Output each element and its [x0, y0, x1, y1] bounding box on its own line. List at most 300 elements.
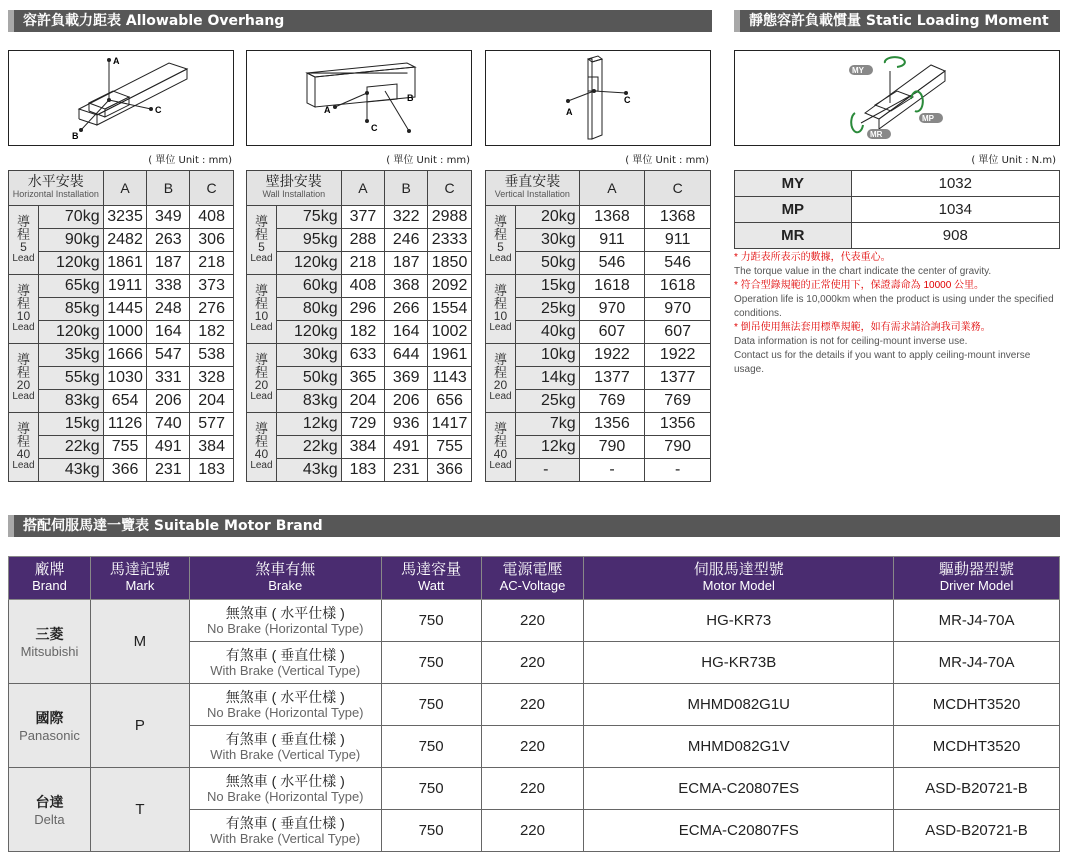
value-cell: 218: [190, 252, 234, 275]
brake-en: No Brake (Horizontal Type): [191, 705, 380, 720]
table-row: [486, 206, 711, 229]
value-cell: 644: [385, 344, 428, 367]
load-cell: 22kg: [38, 436, 103, 459]
horizontal-head-cn: 水平安裝: [28, 173, 84, 189]
table-row: [247, 321, 472, 344]
lead-label: 程: [486, 435, 515, 448]
brand-cell: 三菱 Mitsubishi: [9, 600, 91, 684]
lead-label: 程: [9, 297, 38, 310]
wall-head: [247, 171, 342, 206]
motor-header-row: [9, 557, 1060, 600]
lead-label: 程: [247, 366, 276, 379]
value-cell: 755: [428, 436, 472, 459]
load-cell: -: [515, 459, 579, 482]
moment-key: MR: [735, 223, 852, 249]
lead-value: 5: [497, 240, 504, 254]
load-cell: 50kg: [276, 367, 341, 390]
value-cell: 1356: [645, 413, 711, 436]
brake-cell: 有煞車 ( 垂直仕樣 ) With Brake (Vertical Type): [189, 726, 381, 768]
value-cell: 408: [190, 206, 234, 229]
lead-label: 導: [486, 215, 515, 228]
lead-label: 導: [486, 284, 515, 297]
motor-model-cell: ECMA-C20807FS: [584, 810, 894, 852]
table-row: [486, 344, 711, 367]
voltage-cell: 220: [481, 600, 584, 642]
value-cell: 231: [147, 459, 190, 482]
brake-cell: 有煞車 ( 垂直仕樣 ) With Brake (Vertical Type): [189, 642, 381, 684]
table-row: [247, 344, 472, 367]
load-cell: 120kg: [38, 321, 103, 344]
value-cell: 1417: [428, 413, 472, 436]
col-c: C: [190, 171, 234, 206]
value-cell: 248: [147, 298, 190, 321]
value-cell: 328: [190, 367, 234, 390]
value-cell: 182: [341, 321, 385, 344]
overhang-title: 容許負載力距表 Allowable Overhang: [23, 13, 284, 29]
value-cell: 338: [147, 275, 190, 298]
note-line: The torque value in the chart indicate the center of gravity.: [734, 265, 1060, 279]
value-cell: 365: [341, 367, 385, 390]
voltage-cell: 220: [481, 726, 584, 768]
voltage-cell: 220: [481, 768, 584, 810]
value-cell: 970: [579, 298, 645, 321]
value-cell: 1911: [103, 275, 147, 298]
col-b: B: [147, 171, 190, 206]
lead-value: 40: [17, 447, 30, 461]
lead-cell: [247, 275, 277, 344]
watt-cell: 750: [381, 768, 481, 810]
lead-value: 10: [494, 309, 507, 323]
value-cell: 1377: [645, 367, 711, 390]
value-cell: 546: [645, 252, 711, 275]
moment-key: MP: [735, 197, 852, 223]
value-cell: 547: [147, 344, 190, 367]
label-my: MY: [852, 66, 865, 75]
table-row: [9, 413, 234, 436]
lead-word: Lead: [9, 322, 38, 334]
moment-title: 靜態容許負載慣量 Static Loading Moment: [749, 13, 1049, 29]
value-cell: 369: [385, 367, 428, 390]
value-cell: 1002: [428, 321, 472, 344]
driver-model-cell: MCDHT3520: [894, 726, 1060, 768]
table-row: [486, 252, 711, 275]
table-row: [9, 459, 234, 482]
value-cell: 204: [341, 390, 385, 413]
label-a-vert: A: [566, 107, 573, 117]
value-cell: 246: [385, 229, 428, 252]
label-a-wall: A: [324, 105, 331, 115]
value-cell: 546: [579, 252, 645, 275]
note-line: * 符合型錄規範的正常使用下，保證壽命為 10000 公里。: [734, 279, 1060, 293]
moment-row-mp: [735, 197, 1060, 223]
value-cell: 164: [147, 321, 190, 344]
load-cell: 55kg: [38, 367, 103, 390]
lead-label: 程: [486, 228, 515, 241]
value-cell: 790: [645, 436, 711, 459]
unit-vertical: ( 單位 Unit : mm): [485, 151, 709, 166]
moment-value: 1034: [851, 197, 1059, 223]
brake-en: No Brake (Horizontal Type): [191, 621, 380, 636]
lead-label: 程: [486, 297, 515, 310]
table-row: [9, 436, 234, 459]
unit-horizontal: ( 單位 Unit : mm): [8, 151, 232, 166]
table-row: [9, 600, 1060, 642]
value-cell: 538: [190, 344, 234, 367]
table-row: [247, 298, 472, 321]
value-cell: 288: [341, 229, 385, 252]
moment-row-my: [735, 171, 1060, 197]
load-cell: 83kg: [276, 390, 341, 413]
table-row: [9, 684, 1060, 726]
moment-table: [734, 170, 1060, 249]
table-row: [9, 229, 234, 252]
value-cell: 970: [645, 298, 711, 321]
lead-cell: [486, 275, 516, 344]
motor-col-header-en: Brake: [191, 578, 380, 594]
lead-label: 導: [9, 215, 38, 228]
value-cell: 577: [190, 413, 234, 436]
brake-cell: 無煞車 ( 水平仕樣 ) No Brake (Horizontal Type): [189, 768, 381, 810]
lead-label: 程: [9, 366, 38, 379]
label-c-vert: C: [624, 95, 631, 105]
wall-head-en: Wall Installation: [247, 188, 341, 201]
moment-diagram: [734, 50, 1060, 146]
value-cell: 607: [645, 321, 711, 344]
lead-word: Lead: [247, 460, 276, 472]
value-cell: 306: [190, 229, 234, 252]
lead-value: 20: [494, 378, 507, 392]
table-row: [486, 367, 711, 390]
lead-label: 導: [486, 353, 515, 366]
mark-cell: P: [90, 684, 189, 768]
value-cell: 2333: [428, 229, 472, 252]
motor-col-header-en: Mark: [92, 578, 188, 594]
value-cell: 3235: [103, 206, 147, 229]
lead-value: 20: [17, 378, 30, 392]
lead-label: 導: [9, 284, 38, 297]
motor-col-header-en: Motor Model: [585, 578, 892, 594]
unit-wall: ( 單位 Unit : mm): [246, 151, 470, 166]
load-cell: 65kg: [38, 275, 103, 298]
value-cell: 1922: [579, 344, 645, 367]
load-cell: 7kg: [515, 413, 579, 436]
horizontal-head: [9, 171, 104, 206]
motor-col-header-en: Driver Model: [895, 578, 1058, 594]
value-cell: 1368: [645, 206, 711, 229]
moment-header: [734, 10, 1060, 32]
brake-cell: 無煞車 ( 水平仕樣 ) No Brake (Horizontal Type): [189, 600, 381, 642]
brake-en: No Brake (Horizontal Type): [191, 789, 380, 804]
table-row: [486, 436, 711, 459]
load-cell: 80kg: [276, 298, 341, 321]
motor-col-header: 煞車有無 Brake: [189, 557, 381, 600]
motor-col-header: 驅動器型號 Driver Model: [894, 557, 1060, 600]
lead-word: Lead: [9, 391, 38, 403]
lead-word: Lead: [486, 322, 515, 334]
lead-word: Lead: [9, 460, 38, 472]
load-cell: 75kg: [276, 206, 341, 229]
lead-word: Lead: [486, 460, 515, 472]
value-cell: 206: [385, 390, 428, 413]
col-b: B: [385, 171, 428, 206]
value-cell: 276: [190, 298, 234, 321]
table-row: [247, 413, 472, 436]
value-cell: 607: [579, 321, 645, 344]
load-cell: 30kg: [515, 229, 579, 252]
value-cell: 936: [385, 413, 428, 436]
load-cell: 90kg: [38, 229, 103, 252]
table-row: [247, 206, 472, 229]
value-cell: 491: [385, 436, 428, 459]
load-cell: 12kg: [515, 436, 579, 459]
table-row: [486, 321, 711, 344]
value-cell: 1618: [579, 275, 645, 298]
value-cell: 1861: [103, 252, 147, 275]
motor-col-header: 廠牌 Brand: [9, 557, 91, 600]
horizontal-head-en: Horizontal Installation: [9, 188, 103, 201]
lead-label: 程: [486, 366, 515, 379]
load-cell: 10kg: [515, 344, 579, 367]
load-cell: 60kg: [276, 275, 341, 298]
load-cell: 35kg: [38, 344, 103, 367]
vertical-diagram: [485, 50, 711, 146]
load-cell: 15kg: [38, 413, 103, 436]
brand-en: Delta: [10, 812, 89, 827]
voltage-cell: 220: [481, 810, 584, 852]
value-cell: 384: [341, 436, 385, 459]
value-cell: 1922: [645, 344, 711, 367]
label-a: A: [113, 56, 120, 66]
table-row: [247, 252, 472, 275]
table-row: [9, 252, 234, 275]
motor-header: [8, 515, 1060, 537]
value-cell: 182: [190, 321, 234, 344]
vertical-head-en: Vertical Installation: [486, 188, 579, 201]
load-cell: 30kg: [276, 344, 341, 367]
value-cell: 408: [341, 275, 385, 298]
motor-col-header: 馬達記號 Mark: [90, 557, 189, 600]
load-cell: 22kg: [276, 436, 341, 459]
vertical-actuator-icon: [486, 51, 710, 145]
load-cell: 95kg: [276, 229, 341, 252]
lead-value: 40: [255, 447, 268, 461]
value-cell: 911: [645, 229, 711, 252]
table-row: [486, 459, 711, 482]
value-cell: 654: [103, 390, 147, 413]
load-cell: 70kg: [38, 206, 103, 229]
value-cell: 1030: [103, 367, 147, 390]
lead-cell: [247, 344, 277, 413]
lead-label: 導: [486, 422, 515, 435]
table-row: [486, 275, 711, 298]
load-cell: 20kg: [515, 206, 579, 229]
lead-value: 20: [255, 378, 268, 392]
lead-label: 導: [247, 215, 276, 228]
notes: [734, 251, 1060, 377]
load-cell: 83kg: [38, 390, 103, 413]
value-cell: -: [579, 459, 645, 482]
value-cell: 1143: [428, 367, 472, 390]
value-cell: 633: [341, 344, 385, 367]
lead-cell: [9, 206, 39, 275]
value-cell: 349: [147, 206, 190, 229]
load-cell: 15kg: [515, 275, 579, 298]
motor-model-cell: MHMD082G1V: [584, 726, 894, 768]
value-cell: 183: [190, 459, 234, 482]
load-cell: 40kg: [515, 321, 579, 344]
value-cell: 2092: [428, 275, 472, 298]
table-row: [9, 768, 1060, 810]
vertical-head-cn: 垂直安裝: [504, 173, 560, 189]
note-line: * 力距表所表示的數據，代表重心。: [734, 251, 1060, 265]
value-cell: 384: [190, 436, 234, 459]
lead-cell: [486, 206, 516, 275]
table-row: [9, 298, 234, 321]
motor-col-header: 電源電壓 AC-Voltage: [481, 557, 584, 600]
col-c: C: [645, 171, 711, 206]
lead-label: 導: [247, 422, 276, 435]
value-cell: 1126: [103, 413, 147, 436]
note-line: Operation life is 10,000km when the product is using under the specified conditions.: [734, 293, 1060, 321]
value-cell: 183: [341, 459, 385, 482]
label-b: B: [72, 131, 79, 141]
table-row: [486, 413, 711, 436]
load-cell: 25kg: [515, 298, 579, 321]
brake-en: With Brake (Vertical Type): [191, 747, 380, 762]
wall-actuator-icon: [247, 51, 471, 145]
table-row: [247, 275, 472, 298]
table-row: [247, 459, 472, 482]
driver-model-cell: MR-J4-70A: [894, 600, 1060, 642]
col-a: A: [341, 171, 385, 206]
driver-model-cell: MCDHT3520: [894, 684, 1060, 726]
motor-body: [9, 600, 1060, 852]
table-row: [9, 206, 234, 229]
value-cell: 1961: [428, 344, 472, 367]
value-cell: 322: [385, 206, 428, 229]
mark-cell: T: [90, 768, 189, 852]
table-row: [247, 390, 472, 413]
unit-moment: ( 單位 Unit : N.m): [734, 151, 1056, 166]
note-line: * 倒吊使用無法套用標準規範，如有需求請洽詢我司業務。: [734, 321, 1060, 335]
motor-model-cell: MHMD082G1U: [584, 684, 894, 726]
motor-model-cell: HG-KR73B: [584, 642, 894, 684]
table-row: [247, 229, 472, 252]
wall-diagram: [246, 50, 472, 146]
note-line: Data information is not for ceiling-mount inverse use.: [734, 335, 1060, 349]
value-cell: 911: [579, 229, 645, 252]
value-cell: 206: [147, 390, 190, 413]
brand-en: Mitsubishi: [10, 644, 89, 659]
value-cell: 296: [341, 298, 385, 321]
value-cell: 377: [341, 206, 385, 229]
table-row: [9, 390, 234, 413]
moment-value: 908: [851, 223, 1059, 249]
label-c: C: [155, 105, 162, 115]
value-cell: 1666: [103, 344, 147, 367]
col-a: A: [579, 171, 645, 206]
load-cell: 85kg: [38, 298, 103, 321]
value-cell: 373: [190, 275, 234, 298]
watt-cell: 750: [381, 684, 481, 726]
moment-key: MY: [735, 171, 852, 197]
brake-en: With Brake (Vertical Type): [191, 663, 380, 678]
label-c-wall: C: [371, 123, 378, 133]
label-b-wall: B: [407, 93, 414, 103]
value-cell: 2988: [428, 206, 472, 229]
motor-col-header: 馬達容量 Watt: [381, 557, 481, 600]
value-cell: 187: [385, 252, 428, 275]
watt-cell: 750: [381, 810, 481, 852]
brake-cell: 有煞車 ( 垂直仕樣 ) With Brake (Vertical Type): [189, 810, 381, 852]
value-cell: 366: [428, 459, 472, 482]
value-cell: 656: [428, 390, 472, 413]
table-row: [9, 275, 234, 298]
moment-row-mr: [735, 223, 1060, 249]
lead-label: 程: [247, 228, 276, 241]
lead-word: Lead: [247, 253, 276, 265]
value-cell: 164: [385, 321, 428, 344]
table-row: [486, 298, 711, 321]
lead-word: Lead: [486, 253, 515, 265]
value-cell: 769: [579, 390, 645, 413]
voltage-cell: 220: [481, 642, 584, 684]
moment-value: 1032: [851, 171, 1059, 197]
label-mp: MP: [922, 114, 935, 123]
motor-col-header-en: AC-Voltage: [483, 578, 583, 594]
value-cell: 204: [190, 390, 234, 413]
col-a: A: [103, 171, 147, 206]
motor-title: 搭配伺服馬達一覽表 Suitable Motor Brand: [23, 518, 323, 534]
driver-model-cell: MR-J4-70A: [894, 642, 1060, 684]
watt-cell: 750: [381, 600, 481, 642]
table-row: [9, 321, 234, 344]
value-cell: 218: [341, 252, 385, 275]
motor-model-cell: HG-KR73: [584, 600, 894, 642]
lead-cell: [486, 344, 516, 413]
overhang-header: [8, 10, 712, 32]
horizontal-table: [8, 170, 234, 482]
lead-word: Lead: [486, 391, 515, 403]
driver-model-cell: ASD-B20721-B: [894, 768, 1060, 810]
load-cell: 12kg: [276, 413, 341, 436]
vertical-head: [486, 171, 580, 206]
vertical-table: [485, 170, 711, 482]
lead-value: 10: [255, 309, 268, 323]
lead-label: 程: [247, 435, 276, 448]
value-cell: 266: [385, 298, 428, 321]
value-cell: 231: [385, 459, 428, 482]
watt-cell: 750: [381, 726, 481, 768]
lead-label: 程: [9, 228, 38, 241]
note-line: Contact us for the details if you want to apply ceiling-mount inverse usage.: [734, 349, 1060, 377]
lead-value: 40: [494, 447, 507, 461]
load-cell: 50kg: [515, 252, 579, 275]
brand-en: Panasonic: [10, 728, 89, 743]
brand-cell: 台達 Delta: [9, 768, 91, 852]
value-cell: 790: [579, 436, 645, 459]
value-cell: 263: [147, 229, 190, 252]
brand-cell: 國際 Panasonic: [9, 684, 91, 768]
lead-value: 5: [20, 240, 27, 254]
lead-word: Lead: [9, 253, 38, 265]
label-mr: MR: [870, 130, 883, 139]
lead-value: 5: [258, 240, 265, 254]
lead-cell: [486, 413, 516, 482]
load-cell: 14kg: [515, 367, 579, 390]
load-cell: 120kg: [38, 252, 103, 275]
load-cell: 25kg: [515, 390, 579, 413]
